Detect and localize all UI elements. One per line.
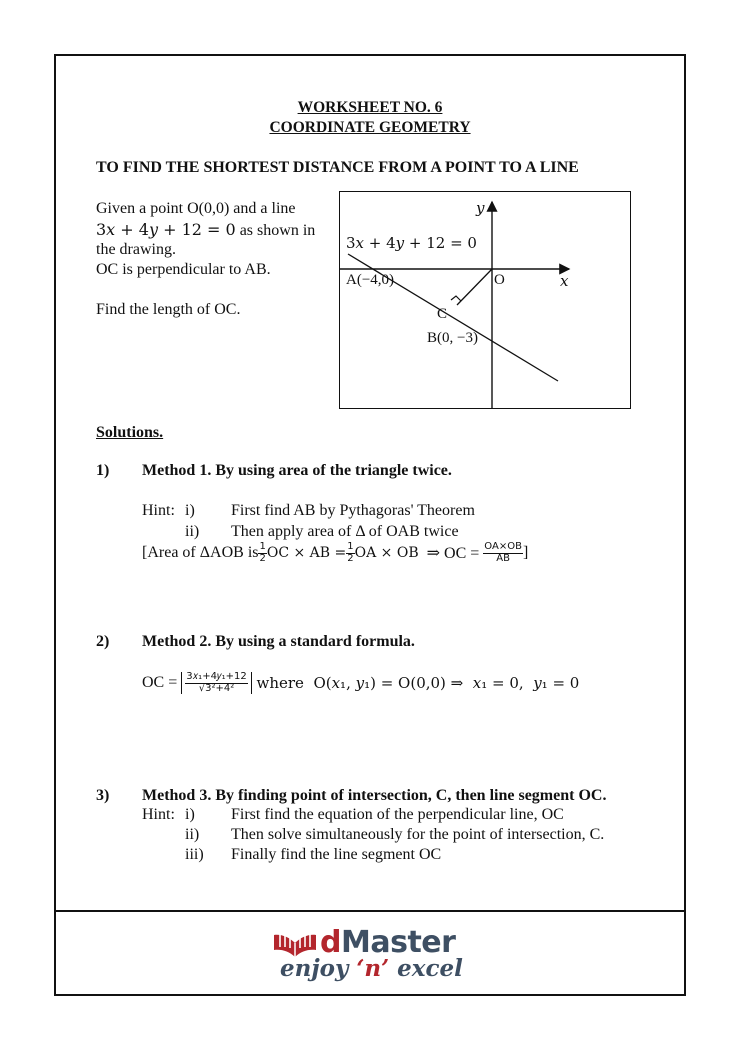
problem-line-4: OC is perpendicular to AB.	[96, 261, 271, 278]
m1-half-den-2: 2	[347, 552, 354, 564]
problem-line-2-suffix: as shown in	[235, 222, 316, 239]
m2-fraction	[185, 672, 247, 694]
m1-half-fraction-2	[346, 542, 354, 564]
method-3-title: Method 3. By finding point of intersection, C, then line segment OC.	[142, 787, 607, 804]
footer-divider	[54, 910, 686, 912]
worksheet-title: WORKSHEET NO. 6	[297, 99, 443, 116]
m1-formula-part-c: OA × OB	[354, 545, 419, 561]
y-axis-label: 𝑦	[476, 199, 485, 217]
brand-name: Master	[340, 925, 456, 960]
m1-half-fraction-1	[258, 542, 266, 564]
tagline-n: ‘n’	[356, 955, 390, 982]
solutions-heading: Solutions.	[96, 424, 164, 441]
m1-half-num: 1	[259, 541, 266, 552]
m2-denominator: √3²+4²	[198, 682, 235, 694]
m1-half-den: 2	[259, 552, 266, 564]
point-o-label: O	[494, 272, 505, 288]
m2-absolute-value	[181, 672, 251, 694]
method-1-hint-i: First find AB by Pythagoras' Theorem	[231, 502, 475, 519]
method-2-formula	[142, 672, 579, 694]
problem-line-1: Given a point O(0,0) and a line	[96, 200, 296, 217]
method-1-formula	[142, 542, 528, 564]
method-1-title: Method 1. By using area of the triangle twice.	[142, 462, 452, 479]
task-heading: TO FIND THE SHORTEST DISTANCE FROM A POINT TO A LINE	[96, 159, 579, 176]
tagline-part-a: enjoy	[280, 955, 357, 982]
m1-formula-part-b: OC × AB =	[266, 545, 347, 561]
method-1-hint-ii-marker: ii)	[185, 523, 200, 540]
method-3-hint-label: Hint:	[142, 806, 175, 823]
method-3-hint-ii-marker: ii)	[185, 826, 200, 843]
segment-oc	[457, 269, 492, 305]
method-2-title: Method 2. By using a standard formula.	[142, 633, 415, 650]
m2-oc-label: OC =	[142, 674, 182, 691]
right-angle-mark	[451, 296, 461, 301]
method-1-hint-i-marker: i)	[185, 502, 195, 519]
method-2-number: 2)	[96, 633, 110, 650]
m2-where-clause: where O(𝑥₁, 𝑦₁) = O(0,0) ⇒ 𝑥₁ = 0, 𝑦₁ = 0	[251, 674, 580, 692]
x-axis-label: 𝑥	[560, 272, 569, 290]
method-3-hint-i: First find the equation of the perpendicular line, OC	[231, 806, 564, 823]
problem-equation: 3𝑥 + 4𝑦 + 12 = 0	[96, 220, 236, 239]
m1-oc-fraction	[483, 542, 523, 564]
method-3-hint-ii: Then solve simultaneously for the point of intersection, C.	[231, 826, 605, 843]
m2-numerator: 3𝑥₁+4𝑦₁+12	[186, 671, 247, 682]
dmaster-logo	[270, 925, 490, 985]
m1-oc-den: AB	[496, 552, 510, 564]
method-3-hint-iii-marker: iii)	[185, 846, 204, 863]
method-1-hint-ii: Then apply area of Δ of OAB twice	[231, 523, 459, 540]
method-3-hint-i-marker: i)	[185, 806, 195, 823]
method-1-hint-label: Hint:	[142, 502, 175, 519]
topic-title: COORDINATE GEOMETRY	[269, 119, 471, 136]
m1-formula-part-a: [Area of ΔAOB is	[142, 544, 259, 561]
m1-half-num-2: 1	[347, 541, 354, 552]
coordinate-diagram	[339, 191, 631, 409]
diagram-drawing	[340, 192, 632, 410]
point-c-label: C	[437, 306, 448, 322]
method-3-number: 3)	[96, 787, 110, 804]
problem-line-3: the drawing.	[96, 241, 176, 258]
method-1-number: 1)	[96, 462, 110, 479]
point-b-label: B(0, −3)	[427, 330, 478, 346]
m1-formula-part-d: ⇒ OC =	[418, 545, 484, 562]
diagram-equation: 3𝑥 + 4𝑦 + 12 = 0	[346, 234, 477, 252]
m1-oc-num: OA×OB	[484, 541, 522, 552]
problem-line-2	[96, 220, 315, 240]
tagline-part-b: excel	[389, 955, 463, 982]
point-a-label: A(−4,0)	[346, 272, 395, 288]
brand-tagline	[280, 955, 463, 982]
method-3-hint-iii: Finally find the line segment OC	[231, 846, 442, 863]
m1-formula-close: ]	[522, 544, 529, 561]
brand-letter-d: d	[320, 925, 341, 960]
problem-line-5: Find the length of OC.	[96, 301, 241, 318]
